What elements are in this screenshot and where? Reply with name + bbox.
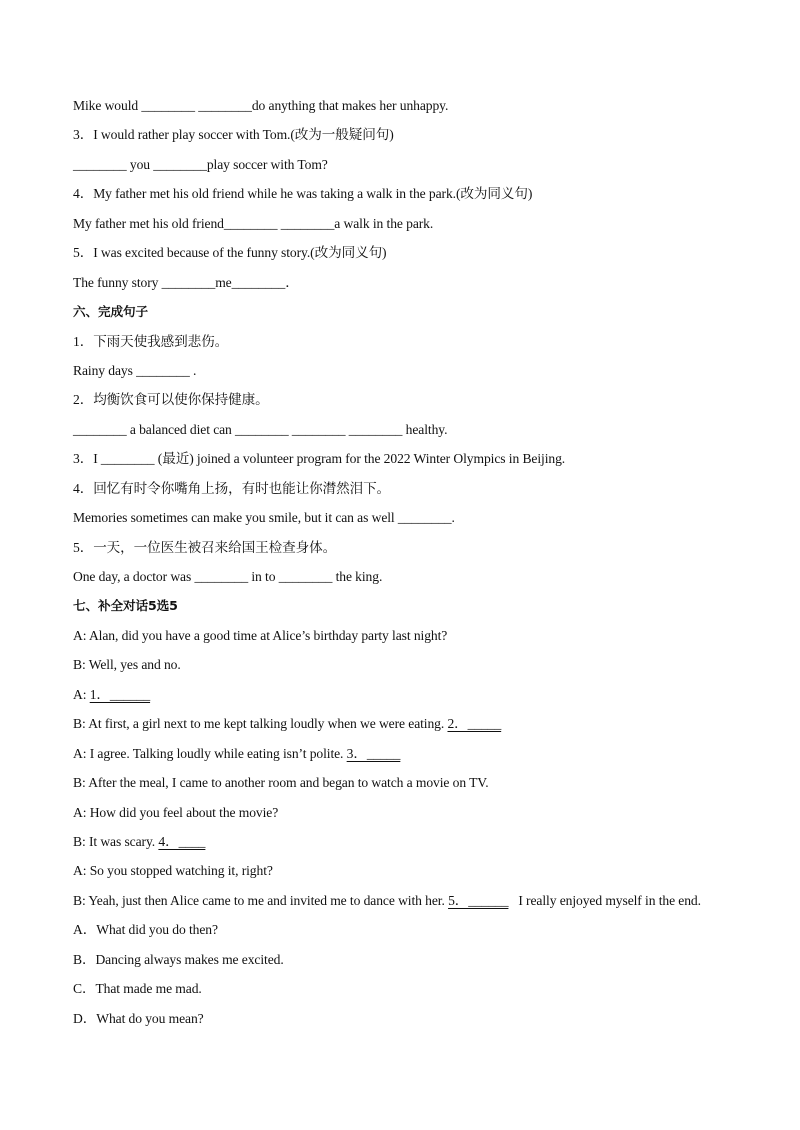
text-line: B．Dancing always makes me excited. [73,951,284,967]
answer-blank: 4．____ [158,833,206,849]
text-line [73,891,753,920]
text-line: A: How did you feel about the movie? [73,804,279,820]
text-line: A．What did you do then? [73,922,218,938]
line-text: I really enjoyed myself in the end. [508,892,701,908]
text-line: A: So you stopped watching it, right? [73,863,273,879]
line-text: A: [73,686,90,702]
text-line [73,685,753,714]
text-line: 1．下雨天使我感到悲伤。 [73,333,229,349]
text-line: B: After the meal, I came to another room and began to watch a movie on TV. [73,775,489,791]
answer-blank: 5．______ [448,892,509,908]
text-line: 4．回忆有时令你嘴角上扬，有时也能让你潸然泪下。 [73,480,391,496]
text-line: 4．My father met his old friend while he was taking a walk in the park.(改为同义句) [73,186,533,202]
text-line: 5．一天，一位医生被召来给国王检查身体。 [73,539,337,555]
line-text: B: Yeah, just then Alice came to me and invited me to dance with her. [73,892,449,908]
text-line: My father met his old friend________ ________a walk in the park. [73,215,434,231]
text-line: One day, a doctor was ________ in to ________ the king. [73,569,383,584]
text-line: ________ a balanced diet can ________ ________ ________ healthy. [73,421,448,437]
text-line: A: Alan, did you have a good time at Alice’s birthday party last night? [73,627,448,643]
text-line: The funny story ________me________． [73,274,299,290]
line-text: B: At first, a girl next to me kept talking loudly when we were eating. [73,716,448,732]
text-line: Rainy days ________ . [73,362,197,378]
line-text: A: I agree. Talking loudly while eating isn’t polite. [73,745,347,761]
line-text: B: It was scary. [73,833,159,849]
text-line [73,744,753,773]
text-line: C．That made me mad. [73,981,202,997]
text-line [73,714,753,743]
section-heading: 七、补全对话5选5 [73,598,178,614]
text-line [73,832,753,861]
text-line: ________ you ________play soccer with Tom? [73,156,328,172]
text-line: Mike would ________ ________do anything that makes her unhappy. [73,98,449,113]
text-line: 3．I would rather play soccer with Tom.(改为一般疑问句) [73,127,394,143]
answer-blank: 2．_____ [447,716,502,732]
answer-blank: 1．______ [89,686,151,702]
text-line: 2．均衡饮食可以使你保持健康。 [73,392,269,408]
section-heading: 六、完成句子 [73,304,148,320]
text-line: D．What do you mean? [73,1010,204,1026]
answer-blank: 3．_____ [346,745,401,761]
text-line: B: Well, yes and no. [73,657,181,673]
document-page [73,96,753,1038]
text-line: Memories sometimes can make you smile, but it can as well ________. [73,510,455,526]
text-line: 3．I ________ (最近) joined a volunteer program for the 2022 Winter Olympics in Beijing. [73,451,566,467]
text-line: 5．I was excited because of the funny story.(改为同义句) [73,245,387,261]
